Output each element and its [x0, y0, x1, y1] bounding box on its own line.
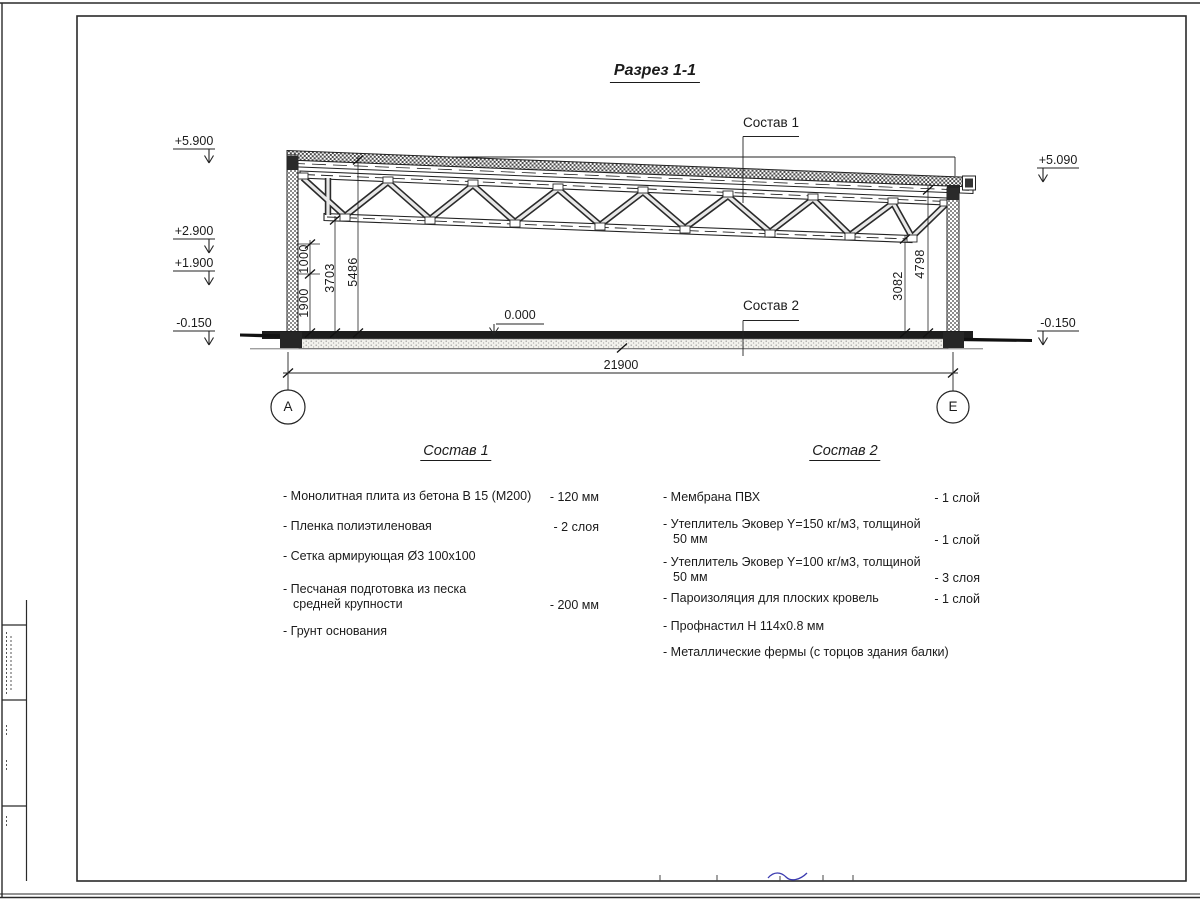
material-name: - Грунт основания: [283, 624, 388, 638]
elevation-left-3: +1.900: [174, 256, 214, 270]
blue-signature-mark: [768, 873, 807, 880]
material-quantity: - 120 мм: [549, 489, 599, 504]
material-item: [283, 582, 599, 612]
material-item: [283, 624, 599, 639]
material-name: - Профнастил Н 114х0.8 мм: [663, 619, 825, 633]
material-quantity: - 3 слоя: [934, 570, 980, 585]
material-quantity: - 1 слой: [934, 532, 980, 547]
material-item: [283, 489, 599, 504]
material-name: - Мембрана ПВХ: [663, 490, 761, 504]
elevation-right-1: +5.090: [1038, 153, 1078, 167]
zero-level-label: 0.000: [504, 308, 536, 322]
drawing-title: Разрез 1-1: [610, 62, 700, 83]
elevation-left-4: -0.150: [176, 316, 212, 330]
material-item: [663, 591, 980, 606]
dim-3703: 3703: [323, 263, 337, 293]
composition-2-list: [663, 443, 980, 673]
material-item: [663, 645, 980, 660]
floor-slab: [240, 331, 1032, 349]
dim-1000: 1000: [297, 244, 311, 274]
composition-1-title: Состав 1: [420, 443, 491, 461]
material-item: [663, 490, 980, 505]
material-quantity: - 1 слой: [934, 591, 980, 606]
right-wall: [947, 188, 959, 340]
material-item: [663, 517, 980, 547]
material-item: [283, 549, 599, 564]
composition-2-title: Состав 2: [809, 443, 880, 461]
material-name: - Утеплитель Эковер Y=150 кг/м3, толщиной 50 мм: [663, 517, 921, 546]
grid-axis-e: Е: [948, 399, 958, 415]
material-name: - Пленка полиэтиленовая: [283, 519, 432, 533]
dim-3082: 3082: [891, 271, 905, 301]
dim-1900: 1900: [297, 288, 311, 318]
bottom-ticks: [660, 875, 853, 881]
material-name: - Утеплитель Эковер Y=100 кг/м3, толщиной 50 мм: [663, 555, 921, 584]
dim-4798: 4798: [913, 249, 927, 279]
material-name: - Монолитная плита из бетона В 15 (М200): [283, 489, 532, 503]
dim-5486: 5486: [346, 257, 360, 287]
grid-axis-a: А: [283, 399, 293, 415]
building-section: [173, 137, 1079, 425]
material-item: [283, 519, 599, 534]
callout-sostav-1: Состав 1: [743, 115, 799, 130]
composition-1-list: [283, 443, 599, 653]
material-name: - Металлические фермы (с торцов здания балки): [663, 645, 949, 659]
illegible-stamp-text: [7, 632, 12, 828]
elevation-right-2: -0.150: [1040, 316, 1076, 330]
material-item: [663, 619, 980, 634]
material-name: - Пароизоляция для плоских кровель: [663, 591, 879, 605]
callout-sostav-2: Состав 2: [743, 298, 799, 313]
elevation-left-1: +5.900: [174, 134, 214, 148]
material-name: - Песчаная подготовка из песка средней крупности: [283, 582, 467, 611]
material-quantity: - 200 мм: [549, 597, 599, 612]
elevation-left-2: +2.900: [174, 224, 214, 238]
material-name: - Сетка армирующая Ø3 100х100: [283, 549, 476, 563]
material-quantity: - 2 слоя: [553, 519, 599, 534]
material-quantity: - 1 слой: [934, 490, 980, 505]
span-dimension-label: 21900: [603, 358, 639, 372]
material-item: [663, 555, 980, 585]
